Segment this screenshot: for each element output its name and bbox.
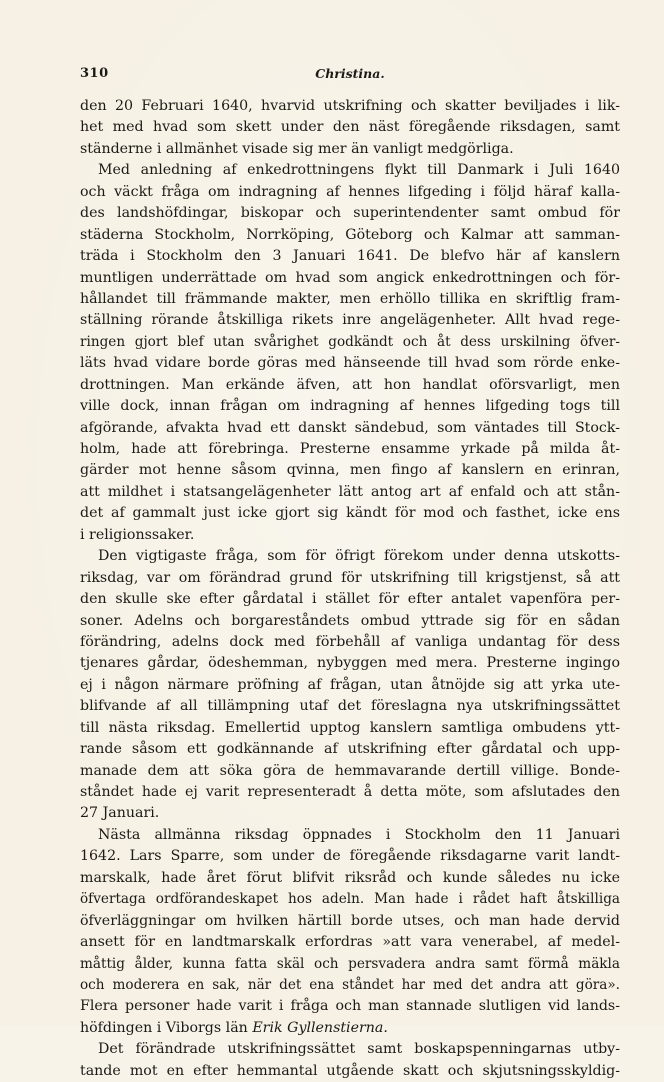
text-line: 27 Januari. <box>80 805 160 822</box>
text-line: muntligen underrättade om hvad som angick enkedrottningen och för- <box>80 269 620 286</box>
running-header <box>80 66 620 86</box>
text-line: gärder mot henne såsom qvinna, men fingo af kanslern en erinran, <box>80 462 620 479</box>
text-line: ställning rörande åtskilliga rikets inre angelägenheter. Allt hvad rege- <box>80 312 620 329</box>
text-line: Den vigtigaste fråga, som för öfrigt förekom under denna utskotts- <box>98 548 620 565</box>
text-line: ville dock, innan frågan om indragning af hennes lifgeding togs till <box>80 398 620 415</box>
text-line: Nästa allmänna riksdag öppnades i Stockholm den 11 Januari <box>98 826 620 843</box>
text-line: till nästa riksdag. Emellertid upptog kanslern samtliga ombudens ytt- <box>80 719 620 736</box>
text-line: Det förändrade utskrifningssättet samt boskapspenningarnas utby- <box>98 1041 620 1058</box>
text-line <box>80 1018 620 1039</box>
text-line: tande mot en efter hemmantal utgående skatt och skjutsningsskyldig- <box>80 1062 620 1079</box>
text-line: ståndet hade ej varit representeradt å detta möte, som afslutades den <box>80 784 620 800</box>
text-line: drottningen. Man erkände äfven, att hon handlat oförsvarligt, men <box>80 376 620 393</box>
text-line: rande såsom ett godkännande af utskrifning efter gårdatal och upp- <box>80 741 620 758</box>
text-line: hållandet till främmande makter, men erhöllo tillika en skriftlig fram- <box>80 290 620 307</box>
text-line: ständerne i allmänhet visade sig mer än vanligt medgörliga. <box>80 140 514 157</box>
text-line: städerna Stockholm, Norrköping, Göteborg och Kalmar att samman- <box>80 226 620 243</box>
text-line: att mildhet i statsangelägenheter lätt antog art af enfald och att stån- <box>80 483 620 500</box>
person-name: Erik Gyllenstierna. <box>252 1019 388 1036</box>
text-line: des landshöfdingar, biskopar och superintendenter samt ombud för <box>80 205 620 222</box>
text-line: förändring, adelns dock med förbehåll af vanliga undantag för dess <box>80 633 620 650</box>
text-line: öfverläggningar om hvilken härtill borde utses, och man hade dervid <box>80 912 620 929</box>
text-line: den 20 Februari 1640, hvarvid utskrifning och skatter beviljades i lik- <box>80 98 620 114</box>
text-line: ringen gjort blef utan svårighet godkändt och åt dess urskilning öfver- <box>80 333 620 350</box>
text-line: öfvertaga ordförandeskapet hos adeln. Man hade i rådet haft åtskilliga <box>80 891 620 908</box>
text-line: blifvande af all tillämpning utaf det föreslagna nya utskrifningssättet <box>80 698 620 715</box>
text-line: tjenares gårdar, ödeshemman, nybyggen med mera. Presterne ingingo <box>80 655 620 672</box>
text-line: träda i Stockholm den 3 Januari 1641. De blefvo här af kanslern <box>80 248 620 265</box>
text-line: och moderera en sak, när det ena ståndet har med det andra att göra». <box>80 976 620 993</box>
text-line: 1642. Lars Sparre, som under de föregående riksdagarne varit landt- <box>80 848 620 865</box>
text-line: ej i någon närmare pröfning af frågan, utan åtnöjde sig att yrka ute- <box>80 676 620 693</box>
text-line: riksdag, var om förändrad grund för utskrifning till krigstjenst, så att <box>80 569 620 586</box>
text-line: den skulle ske efter gårdatal i stället för efter antalet vapenföra per- <box>80 591 620 608</box>
text-line: Flera personer hade varit i fråga och man stannade slutligen vid lands- <box>80 998 620 1015</box>
text-fragment: höfdingen i Viborgs län <box>80 1019 248 1036</box>
text-line: het med hvad som skett under den näst föregående riksdagen, samt <box>80 119 620 136</box>
text-line: holm, hade att förebringa. Presterne ensamme yrkade på milda åt- <box>80 441 620 457</box>
text-line: manade dem att söka göra de hemmavarande dertill villige. Bonde- <box>80 762 620 779</box>
body-text <box>80 96 620 1082</box>
text-line: och väckt fråga om indragning af hennes lifgeding i följd häraf kalla- <box>80 183 620 200</box>
text-line: i religionssaker. <box>80 526 195 543</box>
text-line: det af gammalt just icke gjort sig kändt för mod och fasthet, icke ens <box>80 505 620 522</box>
running-title: Christina. <box>315 66 385 81</box>
text-line: Med anledning af enkedrottningens flykt till Danmark i Juli 1640 <box>98 162 620 179</box>
text-line: soner. Adelns och borgareståndets ombud yttrade sig för en sådan <box>80 612 620 629</box>
text-line: ansett för en landtmarskalk erfordras »att vara venerabel, af medel- <box>80 934 620 951</box>
text-line: måttig ålder, kunna fatta skäl och persvadera andra samt förmå mäkla <box>80 955 620 972</box>
text-line: läts hvad vidare borde göras med hänseende till hvad som rörde enke- <box>80 355 620 372</box>
page-number: 310 <box>80 66 109 81</box>
text-line: marskalk, hade året förut blifvit riksråd och kunde således nu icke <box>80 869 620 886</box>
text-line: afgörande, afvakta hvad ett danskt sändebud, som väntades till Stock- <box>80 419 620 436</box>
